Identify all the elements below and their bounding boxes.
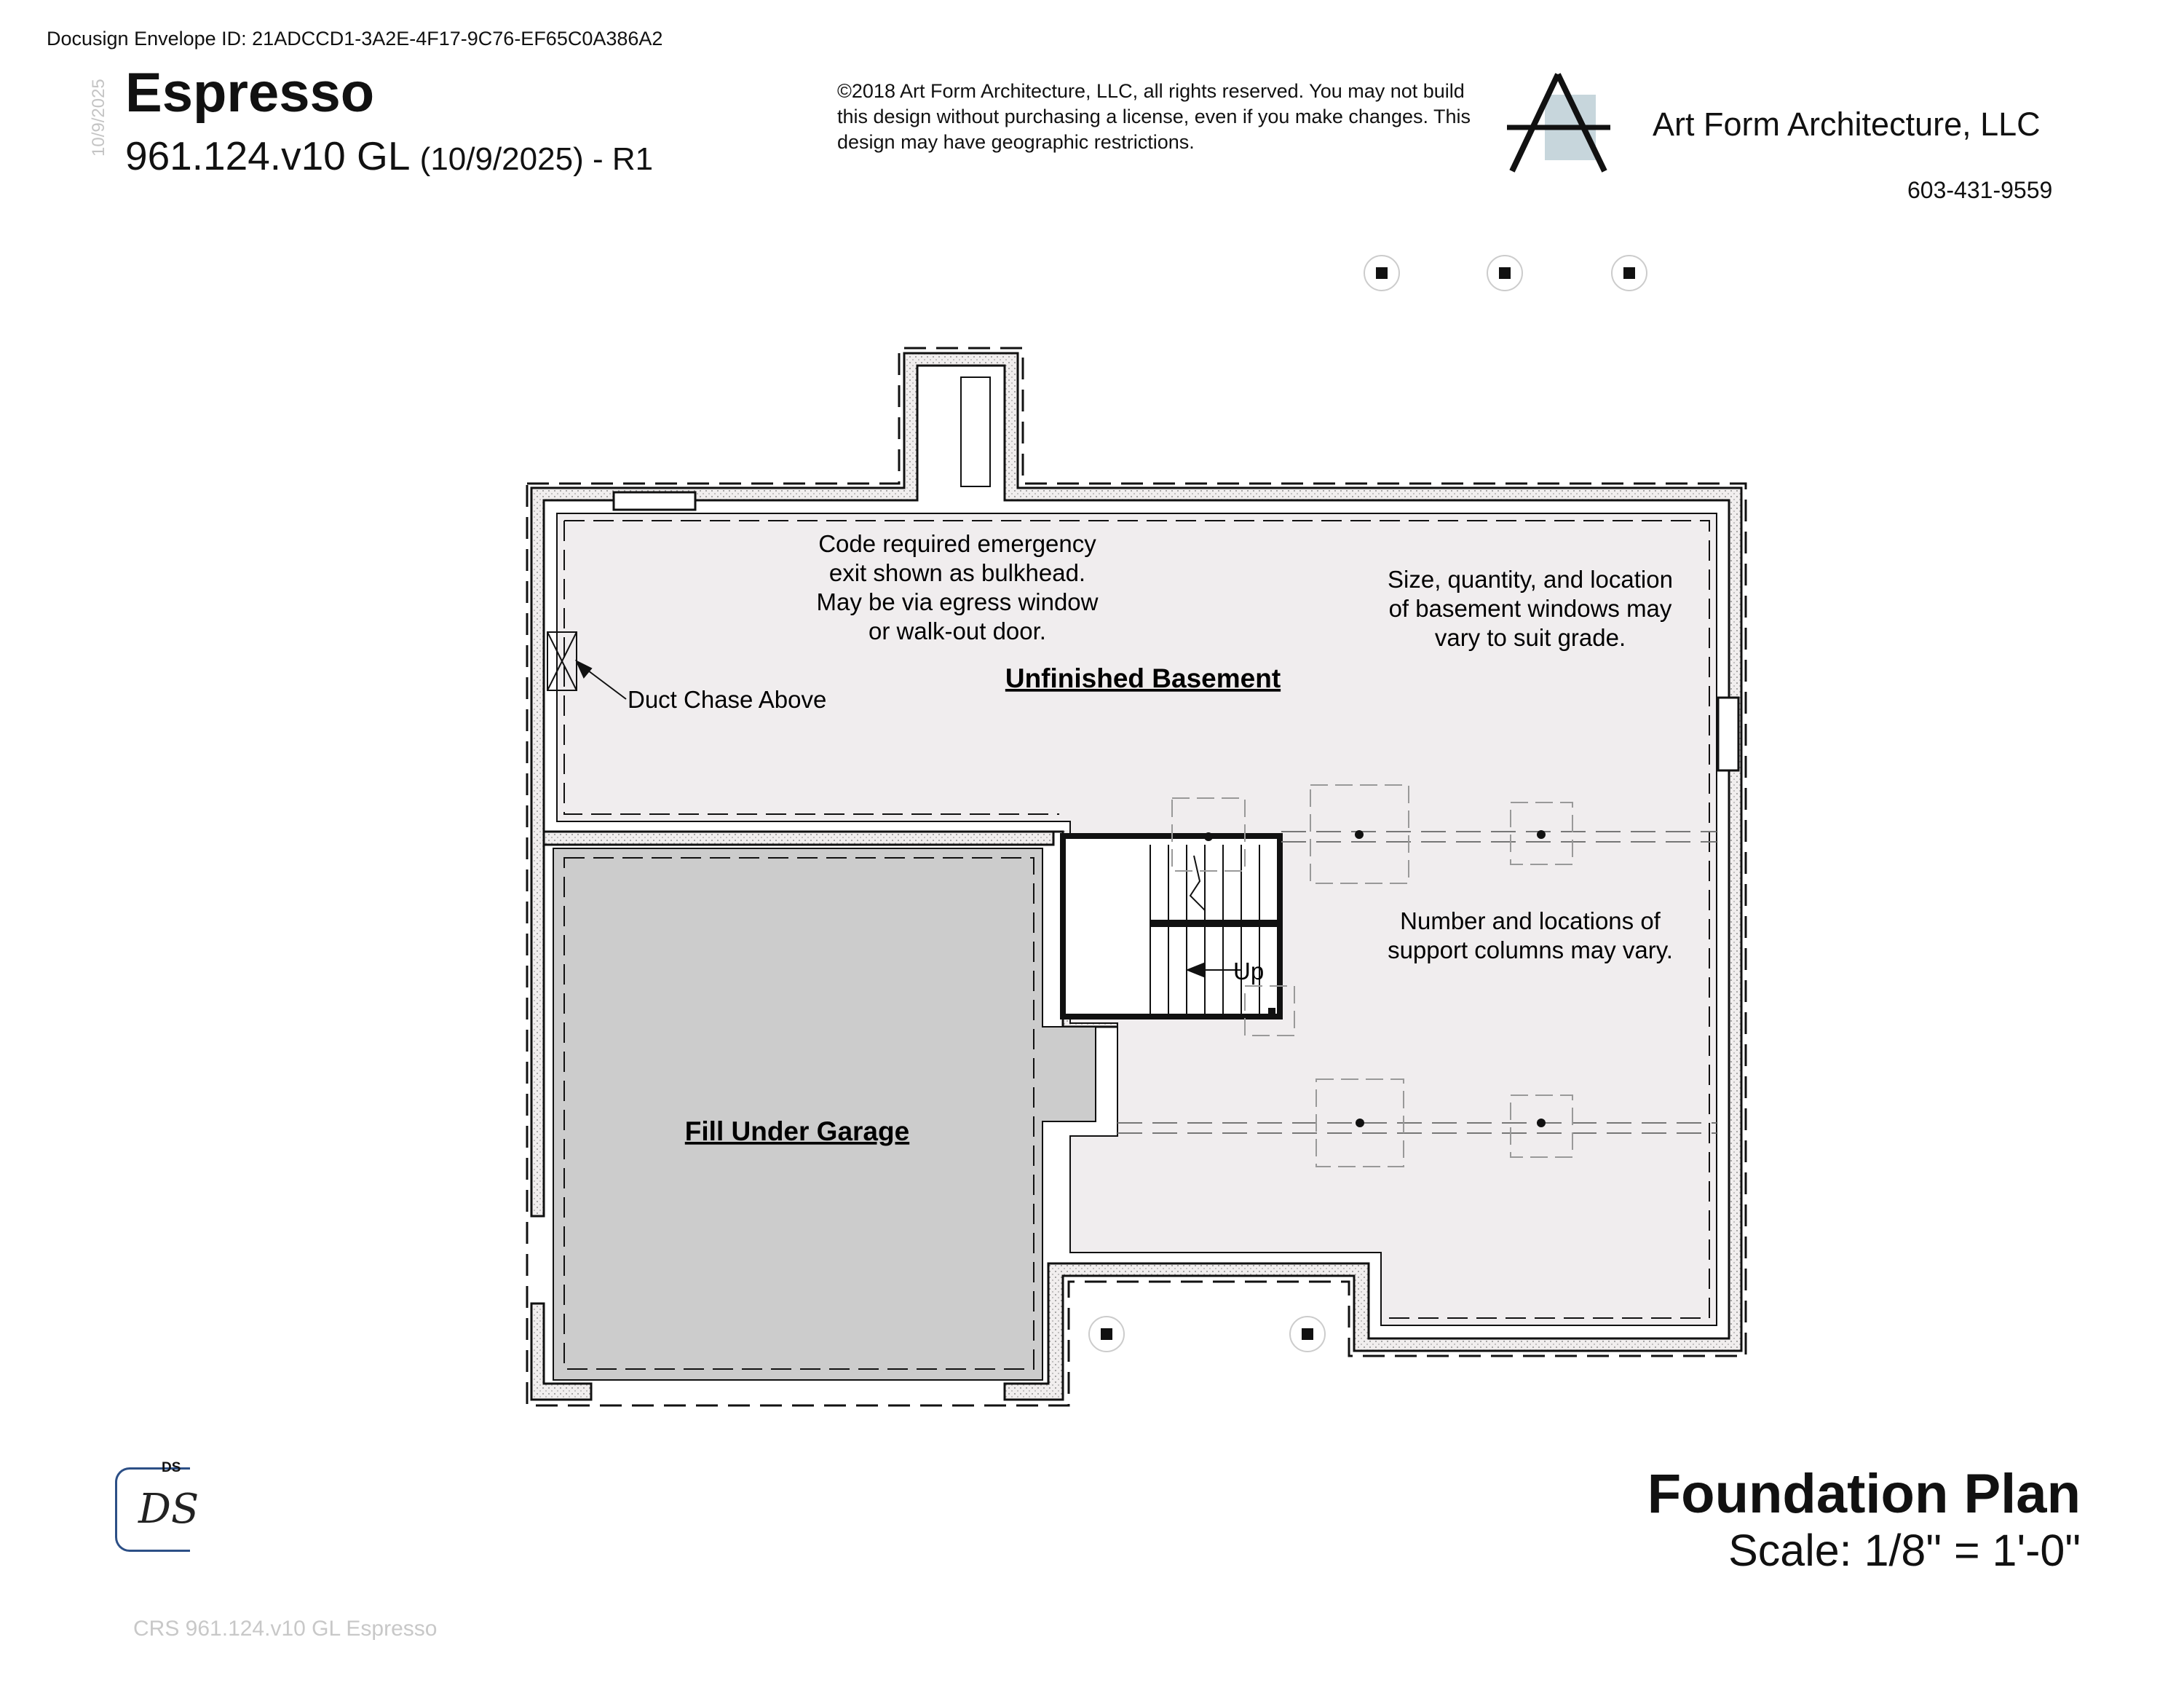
garage-fill-area <box>553 848 1096 1380</box>
emergency-note-line-3: May be via egress window <box>816 588 1099 615</box>
columns-note-line-1: Number and locations of <box>1400 907 1661 934</box>
date-revision: (10/9/2025) - R1 <box>419 141 654 177</box>
emergency-note-line-1: Code required emergency <box>818 530 1096 557</box>
company-phone: 603-431-9559 <box>1907 177 2053 203</box>
docusign-label: DS <box>162 1460 181 1475</box>
duct-chase-label: Duct Chase Above <box>628 686 827 713</box>
windows-note-line-1: Size, quantity, and location <box>1388 566 1673 593</box>
basement-window <box>1718 698 1738 770</box>
emergency-note-line-4: or walk-out door. <box>869 618 1046 644</box>
emergency-note-line-2: exit shown as bulkhead. <box>828 559 1086 586</box>
company-name: Art Form Architecture, LLC <box>1653 106 2041 143</box>
bulkhead-exit <box>614 492 695 510</box>
windows-note-line-2: of basement windows may <box>1388 595 1672 622</box>
basement-label: Unfinished Basement <box>1005 663 1281 693</box>
side-date-stamp: 10/9/2025 <box>89 79 108 157</box>
docusign-envelope-id: Docusign Envelope ID: 21ADCCD1-3A2E-4F17-9C76-EF65C0A386A2 <box>47 28 663 50</box>
copyright-notice: ©2018 Art Form Architecture, LLC, all rights reserved. You may not build this design without purchasing a license, even if you make changes. This design may have geographic restrictions. <box>837 80 1471 153</box>
plan-scale: Scale: 1/8" = 1'-0" <box>1728 1526 2081 1575</box>
windows-note-line-3: vary to suit grade. <box>1434 624 1626 651</box>
columns-note-line-2: support columns may vary. <box>1388 936 1673 963</box>
stair-up-label: Up <box>1233 958 1265 985</box>
garage-fill-label: Fill Under Garage <box>684 1116 910 1146</box>
plan-title: Foundation Plan <box>1647 1463 2081 1525</box>
version-number: 961.124.v10 GL <box>125 133 409 178</box>
plan-name: Espresso <box>125 62 375 124</box>
footer-plan-code: CRS 961.124.v10 GL Espresso <box>133 1617 438 1641</box>
docusign-initials: DS <box>138 1486 199 1533</box>
